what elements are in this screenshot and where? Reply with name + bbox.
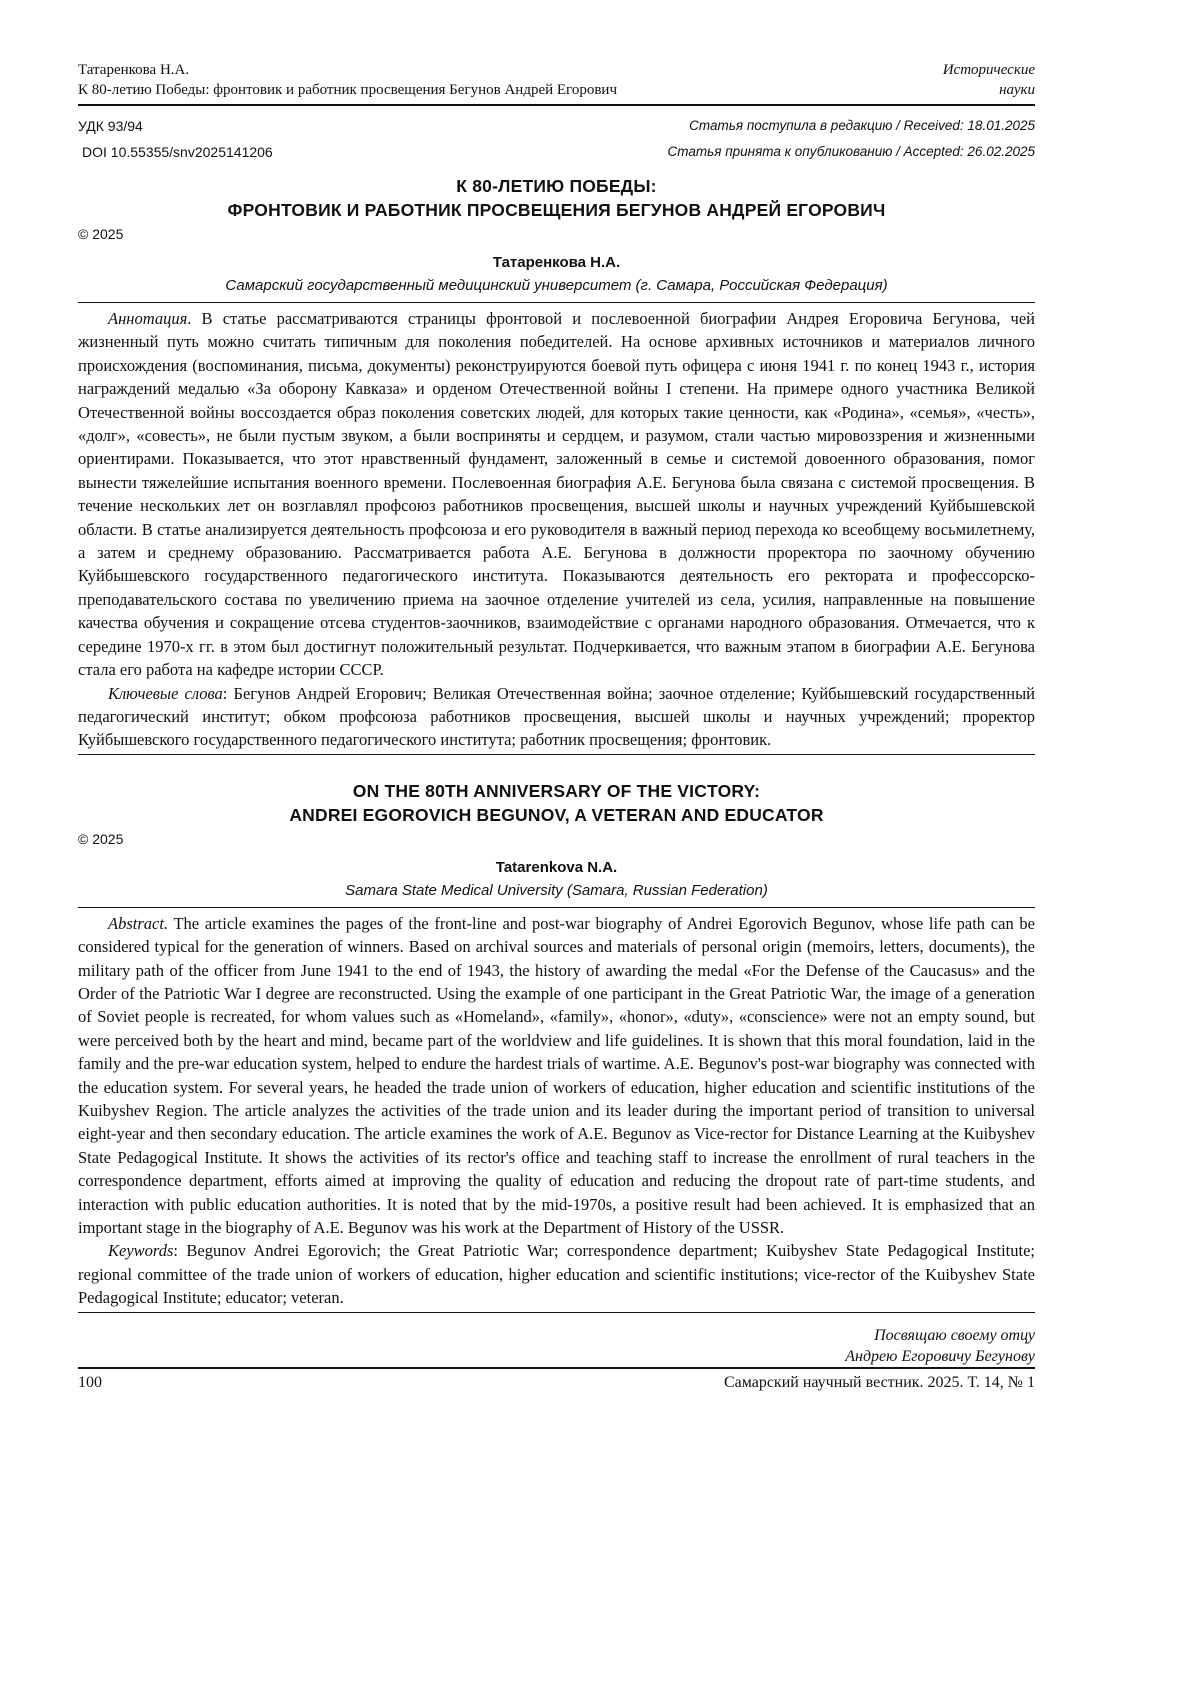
article-meta (78, 116, 1035, 168)
en-title-line1: ON THE 80TH ANNIVERSARY OF THE VICTORY: (78, 779, 1035, 803)
en-abstract-label: Abstract. (108, 914, 168, 933)
en-copyright: © 2025 (78, 831, 1035, 851)
ru-abstract-block (78, 303, 1035, 754)
en-abstract (78, 912, 1035, 1240)
en-title-line2: ANDREI EGOROVICH BEGUNOV, A VETERAN AND EDUCATOR (78, 803, 1035, 827)
header-article-title: К 80-летию Победы: фронтовик и работник просвещения Бегунов Андрей Егорович (78, 80, 617, 100)
ru-keywords-label: Ключевые слова (108, 684, 223, 703)
header-rule (78, 104, 1035, 106)
footer-rule (78, 1367, 1035, 1369)
doi-link[interactable]: DOI 10.55355/snv2025141206 (82, 144, 273, 160)
dedication-line1: Посвящаю своему отцу (78, 1325, 1035, 1346)
en-abstract-text: The article examines the pages of the front-line and post-war biography of Andrei Egorovich Begunov, whose life path can be considered typical for the generation of winners. Based on archival sources and materials of personal origin (memoirs, letters, documents), the military path of the officer from June 1941 to the end of 1943, the history of awarding the medal «For the Defense of the Caucasus» and the Order of the Patriotic War I degree are reconstructed. Using the example of one participant in the Great Patriotic War, the image of a generation of Soviet people is recreated, for whom values such as «Homeland», «family», «honor», «duty», «conscience» were not an empty sound, but were perceived both by the heart and mind, became part of the worldview and life guidelines. It is shown that this moral foundation, laid in the family and the pre-war education system, helped to endure the hardest trials of wartime. A.E. Begunov's post-war biography was connected with the education system. For several years, he headed the trade union of workers of education, higher education and scientific institutions of the Kuibyshev Region. The article analyzes the activities of the trade union and its leader during the important period of transition to universal eight-year and then secondary education. The article examines the work of A.E. Begunov as Vice-rector for Distance Learning at the Kuibyshev State Pedagogical Institute. It shows the activities of its rector's office and teaching staff to increase the enrollment of rural teachers in the correspondence department, efforts aimed at improving the quality of education and reducing the dropout rate of part-time students, and interaction with public education authorities. It is noted that by the mid-1970s, a positive result had been achieved. It is emphasized that an important stage in the biography of A.E. Begunov was his work at the Department of History of the USSR. (78, 914, 1035, 1237)
en-title (78, 779, 1035, 827)
en-affiliation: Samara State Medical University (Samara, Russian Federation) (78, 882, 1035, 899)
udk-code: УДК 93/94 (78, 118, 143, 134)
en-author: Tatarenkova N.A. (78, 859, 1035, 876)
ru-keywords-text: : Бегунов Андрей Егорович; Великая Отечественная война; заочное отделение; Куйбышевский государственный педагогический институт; обком профсоюза работников просвещения, высшей школы и научных учреждений; проректор Куйбышевского государственного педагогического института; работник просвещения; фронтовик. (78, 684, 1035, 750)
ru-keywords (78, 682, 1035, 752)
header-section-line2: науки (943, 80, 1035, 100)
ru-abstract-label: Аннотация (108, 309, 187, 328)
ru-abstract (78, 307, 1035, 682)
ru-title (78, 174, 1035, 222)
en-keywords-label: Keywords (108, 1241, 173, 1260)
received-date: Статья поступила в редакцию / Received: 18.01.2025 (689, 118, 1035, 133)
ru-abstract-text: . В статье рассматриваются страницы фронтовой и послевоенной биографии Андрея Егоровича Бегунова, чей жизненный путь можно считать типичным для поколения победителей. На основе архивных источников и материалов личного происхождения (воспоминания, письма, документы) реконструируются боевой путь офицера с июня 1941 г. по конец 1943 г., история награждений медалью «За оборону Кавказа» и орденом Отечественной войны I степени. На примере одного участника Великой Отечественной войны воссоздается образ поколения советских людей, для которых такие ценности, как «Родина», «семья», «честь», «долг», «совесть», не были пустым звуком, а были восприняты и сердцем, и разумом, стали частью мировоззрения и жизненными ориентирами. Показывается, что этот нравственный фундамент, заложенный в семье и системой довоенного образования, помог вынести тяжелейшие испытания военного времени. Послевоенная биография А.Е. Бегунова была связана с системой просвещения. В течение нескольких лет он возглавлял профсоюз работников просвещения, высшей школы и научных учреждений Куйбышевской области. В статье анализируется деятельность профсоюза и его руководителя в важный период перехода ко всеобщему восьмилетнему, а затем и среднему образованию. Рассматривается работа А.Е. Бегунова в должности проректора по заочному обучению Куйбышевского государственного педагогического института. Показываются деятельность его ректората и профессорско-преподавательского состава по увеличению приема на заочное отделение учителей из села, усилия, направленные на повышение качества обучения и сокращение отсева студентов-заочников, взаимодействие с органами народного образования. Отмечается, что к середине 1970-х гг. в этом был достигнут положительный результат. Подчеркивается, что важным этапом в биографии А.Е. Бегунова стала его работа на кафедре истории СССР. (78, 309, 1035, 679)
header-section-line1: Исторические (943, 60, 1035, 80)
journal-citation: Самарский научный вестник. 2025. Т. 14, № 1 (724, 1374, 1035, 1392)
en-abstract-block (78, 908, 1035, 1312)
page (78, 60, 1035, 1395)
ru-abstract-rule-bottom (78, 754, 1035, 755)
dedication (78, 1325, 1035, 1367)
running-header (78, 60, 1035, 104)
en-abstract-rule-bottom (78, 1312, 1035, 1313)
dedication-line2: Андрею Егоровичу Бегунову (78, 1346, 1035, 1367)
en-keywords (78, 1239, 1035, 1309)
ru-affiliation: Самарский государственный медицинский университет (г. Самара, Российская Федерация) (78, 277, 1035, 294)
running-header-left (78, 60, 617, 100)
ru-title-line1: К 80-ЛЕТИЮ ПОБЕДЫ: (78, 174, 1035, 198)
ru-copyright: © 2025 (78, 226, 1035, 246)
en-keywords-text: : Begunov Andrei Egorovich; the Great Patriotic War; correspondence department; Kuibyshev State Pedagogical Institute; regional committee of the trade union of workers of education, higher education and scientific institutions; vice-rector of the Kuibyshev State Pedagogical Institute; educator; veteran. (78, 1241, 1035, 1307)
ru-title-line2: ФРОНТОВИК И РАБОТНИК ПРОСВЕЩЕНИЯ БЕГУНОВ АНДРЕЙ ЕГОРОВИЧ (78, 198, 1035, 222)
running-header-section (943, 60, 1035, 100)
accepted-date: Статья принята к опубликованию / Accepted: 26.02.2025 (668, 144, 1035, 159)
ru-author: Татаренкова Н.А. (78, 254, 1035, 271)
page-number: 100 (78, 1374, 102, 1392)
page-footer (78, 1371, 1035, 1395)
header-author: Татаренкова Н.А. (78, 60, 617, 80)
